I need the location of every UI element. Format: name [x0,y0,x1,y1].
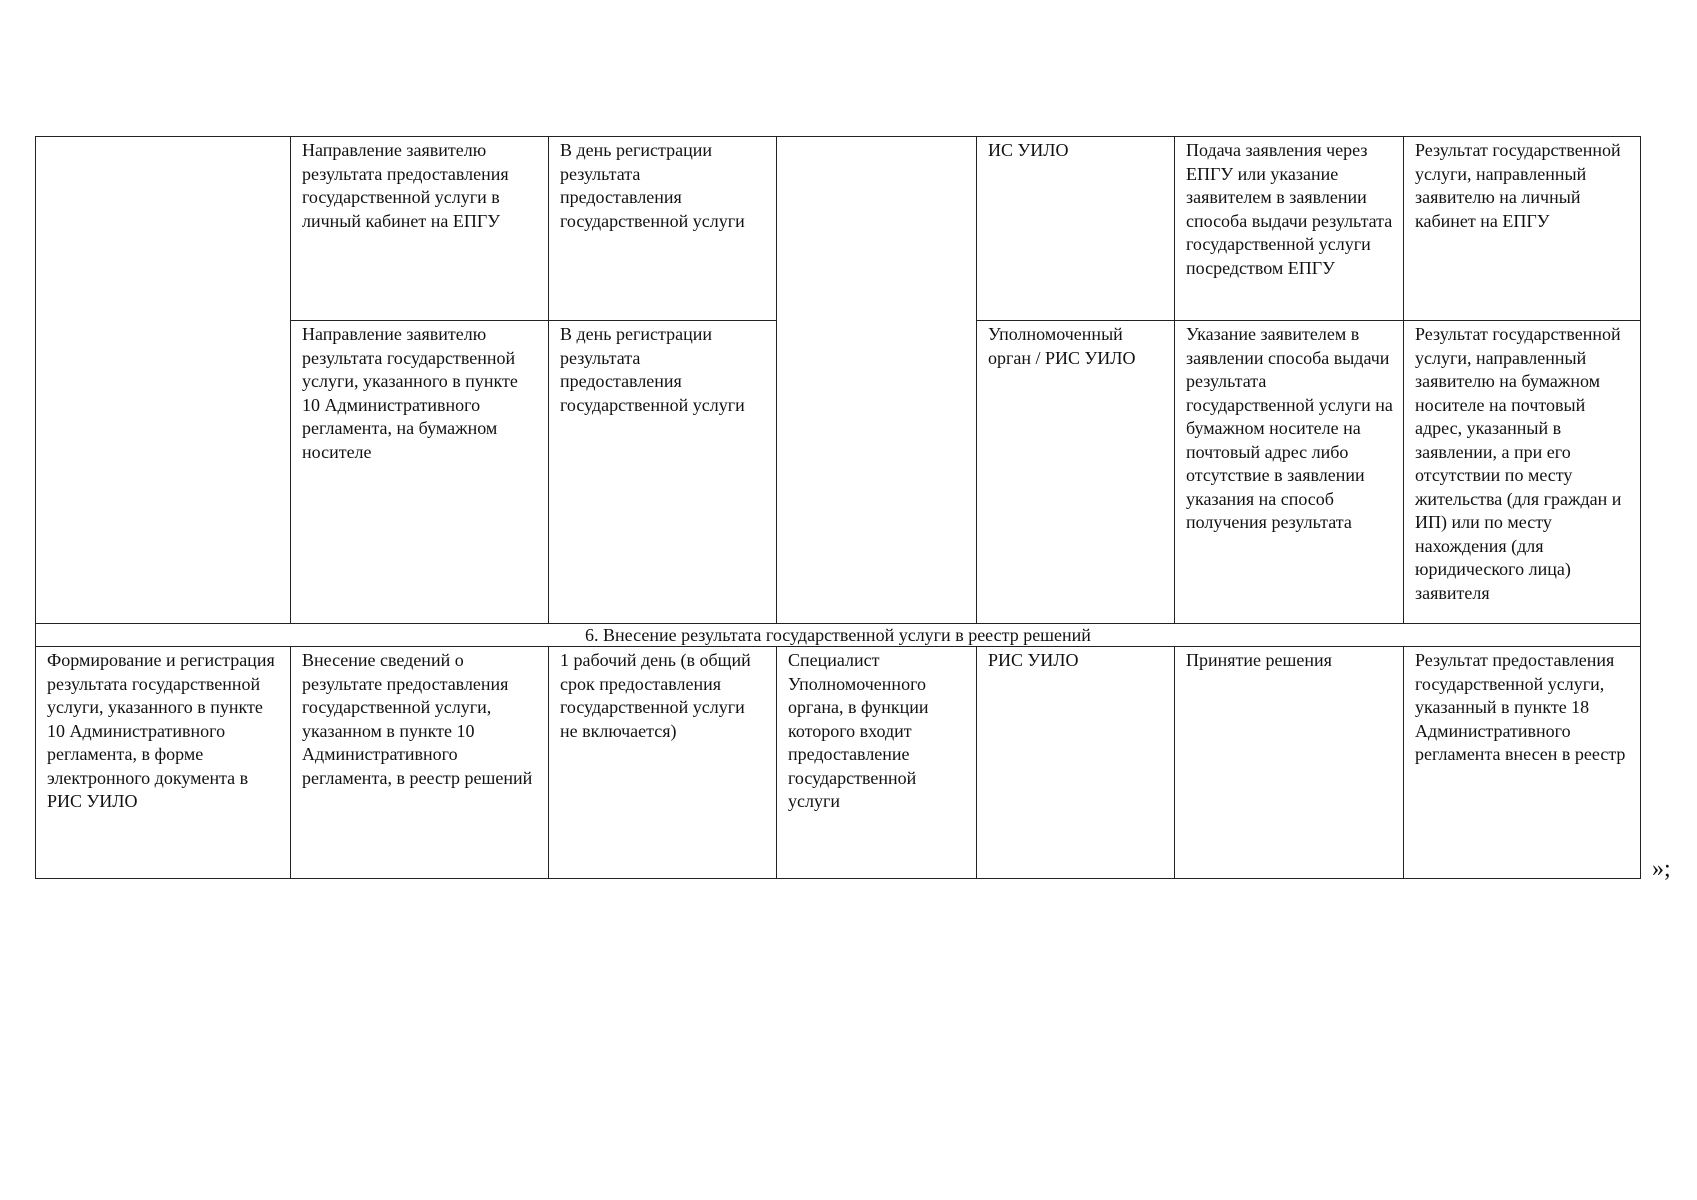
empty-basis-cell [36,137,291,624]
system-cell [977,647,1175,879]
criteria-cell [1175,137,1404,321]
term-cell [549,647,777,879]
action-cell [291,321,549,624]
system-cell [977,321,1175,624]
term-text: В день регистрации результата предоставления государственной услуги [560,324,745,415]
table-row [36,137,1641,321]
action-text: Направление заявителю результата предоставления государственной услуги в личный кабинет на ЕПГУ [302,140,509,231]
basis-cell [36,647,291,879]
responsible-cell [777,647,977,879]
system-text: Уполномоченный орган / РИС УИЛО [988,324,1136,368]
criteria-text: Подача заявления через ЕПГУ или указание заявителем в заявлении способа выдачи результата государственной услуги посредством ЕПГУ [1186,140,1393,278]
system-text: РИС УИЛО [988,650,1079,670]
responsible-text: Специалист Уполномоченного органа, в функции которого входит предоставление государственной услуги [788,650,929,811]
term-text: В день регистрации результата предоставления государственной услуги [560,140,745,231]
term-text: 1 рабочий день (в общий срок предоставления государственной услуги не включается) [560,650,751,741]
criteria-cell [1175,321,1404,624]
action-cell [291,137,549,321]
table-row [36,647,1641,879]
term-cell [549,137,777,321]
criteria-text: Принятие решения [1186,650,1332,670]
result-text: Результат государственной услуги, направленный заявителю на бумажном носителе на почтовый адрес, указанный в заявлении, а при его отсутствии по месту жительства (для граждан и ИП) или по месту нахождения (для юридического лица) заявителя [1415,324,1622,603]
procedures-table [35,136,1641,879]
action-cell [291,647,549,879]
system-text: ИС УИЛО [988,140,1069,160]
result-text: Результат предоставления государственной услуги, указанный в пункте 18 Административного регламента внесен в реестр [1415,650,1626,764]
result-cell [1404,647,1641,879]
empty-responsible-cell [777,137,977,624]
section-heading: 6. Внесение результата государственной услуги в реестр решений [36,624,1641,647]
result-cell [1404,137,1641,321]
basis-text: Формирование и регистрация результата государственной услуги, указанного в пункте 10 Административного регламента, в форме электронного документа в РИС УИЛО [47,650,275,811]
result-cell [1404,321,1641,624]
result-text: Результат государственной услуги, направленный заявителю на личный кабинет на ЕПГУ [1415,140,1621,231]
section-row [36,624,1641,647]
action-text: Внесение сведений о результате предоставления государственной услуги, указанном в пункте 10 Административного регламента, в реестр решений [302,650,533,788]
term-cell [549,321,777,624]
criteria-text: Указание заявителем в заявлении способа выдачи результата государственной услуги на бумажном носителе на почтовый адрес либо отсутствие в заявлении указания на способ получения результата [1186,324,1393,532]
action-text: Направление заявителю результата государственной услуги, указанного в пункте 10 Административного регламента, на бумажном носителе [302,324,518,462]
system-cell [977,137,1175,321]
criteria-cell [1175,647,1404,879]
closing-quote-mark: »; [1652,856,1671,882]
